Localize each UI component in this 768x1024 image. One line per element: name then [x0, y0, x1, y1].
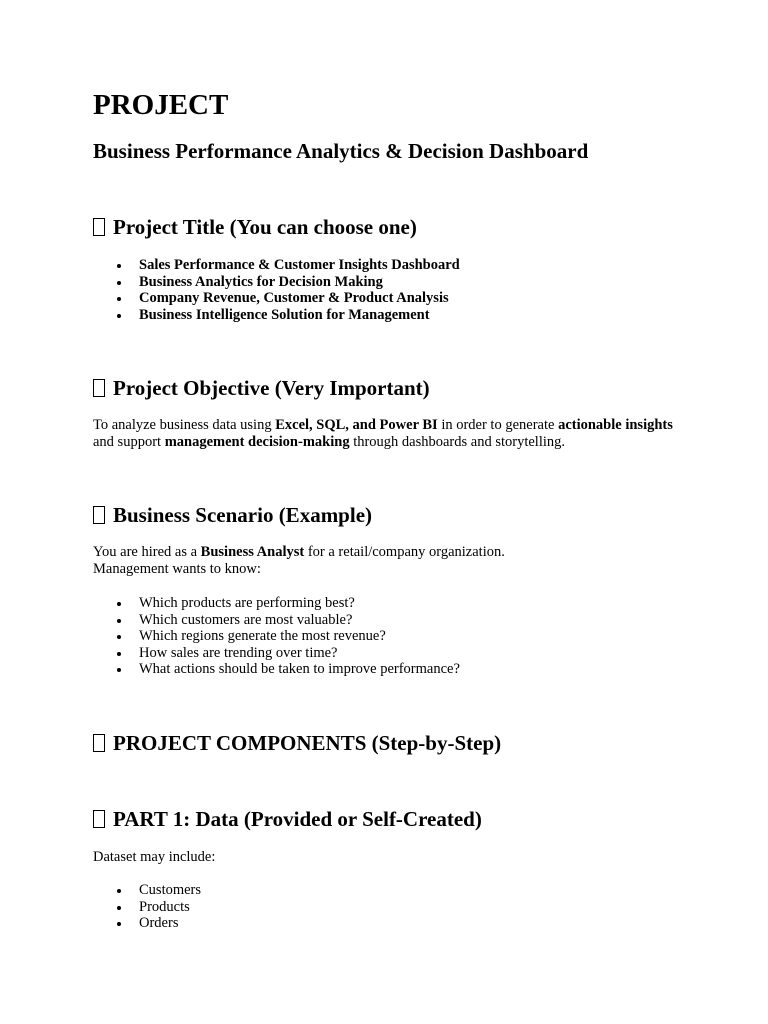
scenario-role: Business Analyst: [200, 544, 305, 560]
scenario-text: for a retail/company organization.: [304, 544, 505, 560]
list-item: Sales Performance & Customer Insights Dashboard: [93, 257, 460, 274]
section-heading-text: PART 1: Data (Provided or Self-Created): [113, 807, 482, 831]
list-item: Business Analytics for Decision Making: [93, 274, 460, 291]
list-item: Which regions generate the most revenue?: [93, 628, 460, 645]
document-subtitle: Business Performance Analytics & Decision Dashboard: [93, 139, 589, 163]
list-item: Which products are performing best?: [93, 595, 460, 612]
section-heading-project-objective: [93, 375, 430, 401]
scenario-questions-list: [93, 595, 460, 678]
objective-insights: actionable insights: [558, 417, 673, 433]
list-item: Orders: [93, 915, 201, 932]
list-item: How sales are trending over time?: [93, 645, 460, 662]
list-item: Business Intelligence Solution for Management: [93, 307, 460, 324]
missing-glyph-icon: [93, 506, 105, 524]
scenario-paragraph: [93, 544, 673, 578]
list-item: Customers: [93, 882, 201, 899]
list-item: Company Revenue, Customer & Product Analysis: [93, 290, 460, 307]
objective-decision-making: management decision-making: [164, 434, 350, 450]
document-title: PROJECT: [93, 89, 229, 121]
section-heading-project-title: [93, 214, 417, 240]
objective-tools: Excel, SQL, and Power BI: [275, 417, 438, 433]
list-item: Which customers are most valuable?: [93, 612, 460, 629]
section-heading-business-scenario: [93, 502, 372, 528]
objective-text: To analyze business data using: [93, 417, 276, 433]
section-heading-part-1: [93, 806, 482, 832]
list-item: What actions should be taken to improve performance?: [93, 661, 460, 678]
section-heading-text: Project Objective (Very Important): [113, 376, 430, 400]
missing-glyph-icon: [93, 218, 105, 236]
missing-glyph-icon: [93, 810, 105, 828]
section-heading-text: Project Title (You can choose one): [113, 215, 417, 239]
scenario-text: You are hired as a: [93, 544, 201, 560]
section-heading-text: PROJECT COMPONENTS (Step-by-Step): [113, 731, 502, 755]
section-heading-text: Business Scenario (Example): [113, 503, 373, 527]
missing-glyph-icon: [93, 379, 105, 397]
project-title-options-list: [93, 257, 460, 323]
missing-glyph-icon: [93, 734, 105, 752]
scenario-text: Management wants to know:: [93, 561, 261, 577]
section-heading-project-components: [93, 730, 501, 756]
objective-text: through dashboards and storytelling.: [349, 434, 566, 450]
list-item: Products: [93, 899, 201, 916]
objective-paragraph: [93, 417, 673, 451]
objective-text: and support: [93, 434, 165, 450]
objective-text: in order to generate: [437, 417, 559, 433]
dataset-items-list: [93, 882, 201, 932]
part1-intro: Dataset may include:: [93, 849, 216, 865]
